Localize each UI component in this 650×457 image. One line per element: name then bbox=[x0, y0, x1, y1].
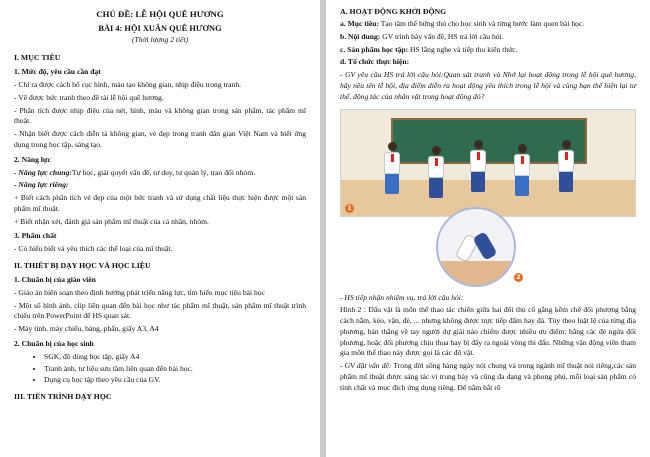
specific-competency-label: - Năng lực riêng: bbox=[14, 180, 69, 190]
teacher-question bbox=[340, 70, 636, 102]
wrestling-scene-image bbox=[436, 207, 516, 287]
student-item: • Tranh ảnh, tư liệu sưu tầm liên quan đến bài học. bbox=[44, 364, 306, 375]
classroom-scene-image bbox=[340, 109, 636, 217]
organization-label: d. Tổ chức thực hiện: bbox=[340, 57, 410, 67]
student-figure bbox=[381, 142, 403, 194]
student-receive-task: - HS tiếp nhận nhiệm vụ, trả lời câu hỏi: bbox=[340, 292, 464, 302]
section-process-heading: III. TIẾN TRÌNH DẠY HỌC bbox=[14, 392, 112, 402]
specific-competency-item: + Biết cách phân tích vẻ đẹp của một bức tranh và sử dụng chất liệu thực hiện được một sản phẩm mĩ thuật. bbox=[14, 193, 306, 213]
answer-paragraph: Hình 2 : Đấu vật là môn thể thao tác chiến giữa hai đối thủ cố gắng kềm chế đối phương bằng cách nắm, kéo, vặn, đè, ... nhưng không được trực tiếp đấm hay đá. Tùy theo luật lệ của từng địa phương, bản thắng về tay người dự giải nào chiếm được nhiều ưu điểm: bằng các đè ngửa đối phương, hoặc đối phương chịu thua hay bị đẩy ra ngoài vòng thi đấu. Những vận động viên tham gia môn thể thao này được gọi là các đô vật. bbox=[340, 305, 636, 358]
objective-item: - Phân tích được nhịp điệu của nét, hình, màu và không gian trong sản phẩm, tác phẩm mĩ thuật. bbox=[14, 105, 306, 126]
teacher-question-text: Quan sát tranh và Nhớ lại hoạt động trong lễ hội quê hương, hãy nêu tên lễ hội, địa điểm diễn ra hoạt động yêu thích trong lễ hội và cùng bạn thể hiện lại tư thế, động tác của nhân vật trong hoạt động đó? bbox=[340, 70, 636, 101]
objective-item: - Chỉ ra được cách bố cục hình, màu tạo không gian, nhịp điệu trong tranh. bbox=[14, 80, 242, 90]
student-figure bbox=[555, 140, 577, 192]
subsection-quality-heading: 3. Phẩm chất bbox=[14, 231, 57, 241]
wrestling-ground bbox=[438, 261, 514, 287]
teacher-lead-label: - GV đặt vấn đề: bbox=[340, 361, 392, 371]
teacher-item: - Máy tính, máy chiếu, bảng, phấn, giấy A3, A4 bbox=[14, 324, 159, 334]
teacher-lead-text: Trong đời sống hàng ngày nói chung và trong ngành mĩ thuật nói riêng,các sản phẩm mĩ thuật được sáng tác vì trung bày và cũng đa dạng và phong phú, mỗi loại sản phẩm có tính chất và mục đích ứng dụng riêng. Để nắm bắt rõ bbox=[340, 361, 636, 392]
general-competency bbox=[14, 168, 306, 179]
lesson-title: BÀI 4: HỘI XUÂN QUÊ HƯƠNG bbox=[98, 24, 222, 34]
student-item: • SGK, đồ dùng học tập, giấy A4 bbox=[44, 352, 306, 363]
document-page-left bbox=[0, 0, 320, 457]
product-label: c. Sản phẩm học tập: bbox=[340, 44, 409, 54]
wrestler-figure bbox=[472, 231, 497, 261]
subsection-teacher-heading: 1. Chuẩn bị của giáo viên bbox=[14, 275, 96, 285]
objective-item: - Nhận biết được cách diễn tả không gian, vẻ đẹp trong tranh dân gian Việt Nam và biết ứng dụng trong học tập, sáng tạo. bbox=[14, 129, 306, 149]
aim-text: Tạo tâm thế hứng thú cho học sinh và từng bước làm quen bài học. bbox=[379, 19, 585, 29]
section-equipment-heading: II. THIẾT BỊ DẠY HỌC VÀ HỌC LIỆU bbox=[14, 260, 151, 270]
subsection-competency-heading: 2. Năng lực bbox=[14, 154, 51, 164]
lesson-duration: (Thời lượng 2 tiết) bbox=[131, 35, 189, 45]
specific-competency-item: + Biết nhận xét, đánh giá sản phẩm mĩ thuật của cá nhân, nhóm. bbox=[14, 216, 209, 226]
product-line bbox=[340, 45, 636, 56]
theme-title: CHỦ ĐỀ: LỄ HỘI QUÊ HƯƠNG bbox=[96, 9, 224, 19]
student-figure bbox=[511, 144, 533, 196]
aim-label: a. Mục tiêu: bbox=[340, 19, 380, 29]
teacher-question-intro: - GV yêu cầu HS trả lời câu hỏi: bbox=[340, 70, 444, 80]
document-page-right bbox=[326, 0, 650, 457]
product-text: HS lắng nghe và tiếp thu kiến thức. bbox=[408, 44, 518, 54]
subsection-requirements-heading: 1. Mức độ, yêu cầu cần đạt bbox=[14, 67, 101, 77]
quality-item: - Có hiểu biết và yêu thích các thể loại của mĩ thuật. bbox=[14, 244, 173, 254]
aim-line bbox=[340, 19, 636, 30]
student-figure bbox=[425, 146, 447, 198]
section-objectives-heading: I. MỤC TIÊU bbox=[14, 53, 61, 63]
teacher-item: - Một số hình ảnh, clip liên quan đến bài học như tác phẩm mĩ thuật, sản phẩm mĩ thuật trình chiếu trên PowerPoint để HS quan sát. bbox=[14, 300, 306, 321]
section-warmup-heading: A. HOẠT ĐỘNG KHỞI ĐỘNG bbox=[340, 7, 447, 16]
general-competency-label: - Năng lực chung: bbox=[14, 167, 72, 177]
content-text: GV trình bày vấn đề, HS trả lời câu hỏi. bbox=[380, 31, 504, 41]
student-list bbox=[44, 352, 306, 386]
festival-illustration bbox=[340, 109, 636, 287]
teacher-item: - Giáo án biên soạn theo định hướng phát triển năng lực, tìm hiểu mục tiêu bài học bbox=[14, 287, 265, 297]
figure-badge-1: 1 bbox=[345, 204, 354, 213]
content-label: b. Nội dung: bbox=[340, 31, 381, 41]
teacher-lead-paragraph bbox=[340, 361, 636, 393]
objective-item: - Vẽ được bức tranh theo đề tài lễ hội quê hương. bbox=[14, 92, 164, 102]
figure-badge-2: 2 bbox=[514, 273, 523, 282]
student-figure bbox=[467, 140, 489, 192]
student-item: • Dụng cụ học tập theo yêu cầu của GV. bbox=[44, 375, 306, 386]
general-competency-text: Tự học, giải quyết vấn đề, tư duy, tư quản lý, trao đổi nhóm. bbox=[71, 167, 256, 177]
content-line bbox=[340, 32, 636, 43]
subsection-student-heading: 2. Chuẩn bị của học sinh bbox=[14, 338, 94, 348]
